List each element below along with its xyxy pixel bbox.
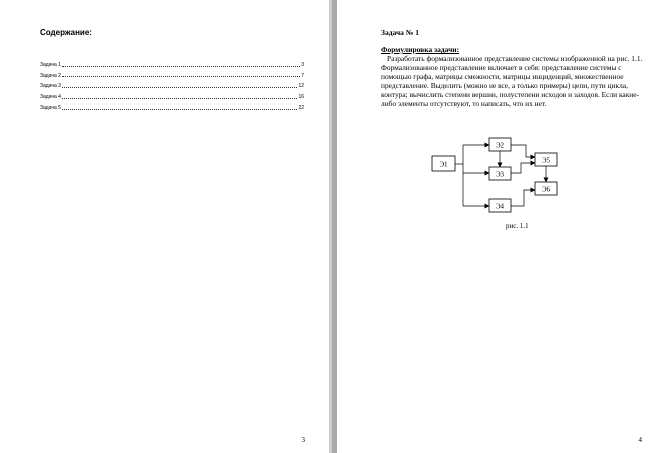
toc-leader xyxy=(62,66,300,67)
node-label: Э3 xyxy=(495,170,505,179)
toc-entry-label: Задача 1 xyxy=(40,61,61,68)
edge-e3-e5 xyxy=(511,163,535,173)
toc-entry[interactable] xyxy=(40,57,304,68)
toc-leader xyxy=(62,87,297,88)
toc-leader xyxy=(62,109,297,110)
task-text: Разработать формализованное представление системы изображенной на рис. 1.1. Формализованное представление включает в себя: представление системы с помощью графа, матрицы смежности, матрицы инциденций, множественное представление. Выделить (можно не все, а только примеры) цепи, пути цикла, контура; вычислить степени вершин, полустепени исходов и заходов. Если какие-либо элементы отсутствуют, то написать, что их нет. xyxy=(381,54,643,108)
toc-entry-page: 16 xyxy=(298,94,304,101)
toc-list xyxy=(40,57,304,111)
node-label: Э1 xyxy=(439,160,448,169)
toc-entry-label: Задача 3 xyxy=(40,83,61,90)
toc-entry-page: 12 xyxy=(298,83,304,90)
system-diagram xyxy=(425,135,585,220)
toc-entry[interactable] xyxy=(40,79,304,90)
node-label: Э2 xyxy=(495,141,505,150)
toc-entry-label: Задача 2 xyxy=(40,72,61,79)
toc-entry-page: 7 xyxy=(301,72,304,79)
left-page-number: 3 xyxy=(301,436,305,444)
right-page-number: 4 xyxy=(638,436,642,444)
task-text-block xyxy=(381,54,643,108)
toc-entry-label: Задача 4 xyxy=(40,94,61,101)
toc-entry-page: 3 xyxy=(301,61,304,68)
toc-title: Содержание: xyxy=(40,28,92,37)
formulation-heading: Формулировка задачи: xyxy=(381,45,460,54)
edge-e4-e6 xyxy=(511,190,535,206)
figure-caption: рис. 1.1 xyxy=(506,222,529,230)
node-label: Э6 xyxy=(541,185,551,194)
toc-entry[interactable] xyxy=(40,100,304,111)
toc-leader xyxy=(62,76,300,77)
node-label: Э5 xyxy=(541,156,551,165)
node-label: Э4 xyxy=(495,202,505,211)
task-title: Задача № 1 xyxy=(381,28,419,37)
toc-entry-page: 22 xyxy=(298,104,304,111)
toc-entry-label: Задача 5 xyxy=(40,104,61,111)
toc-entry[interactable] xyxy=(40,89,304,100)
edge-e2-e5 xyxy=(511,145,535,157)
toc-leader xyxy=(62,98,297,99)
toc-entry[interactable] xyxy=(40,68,304,79)
